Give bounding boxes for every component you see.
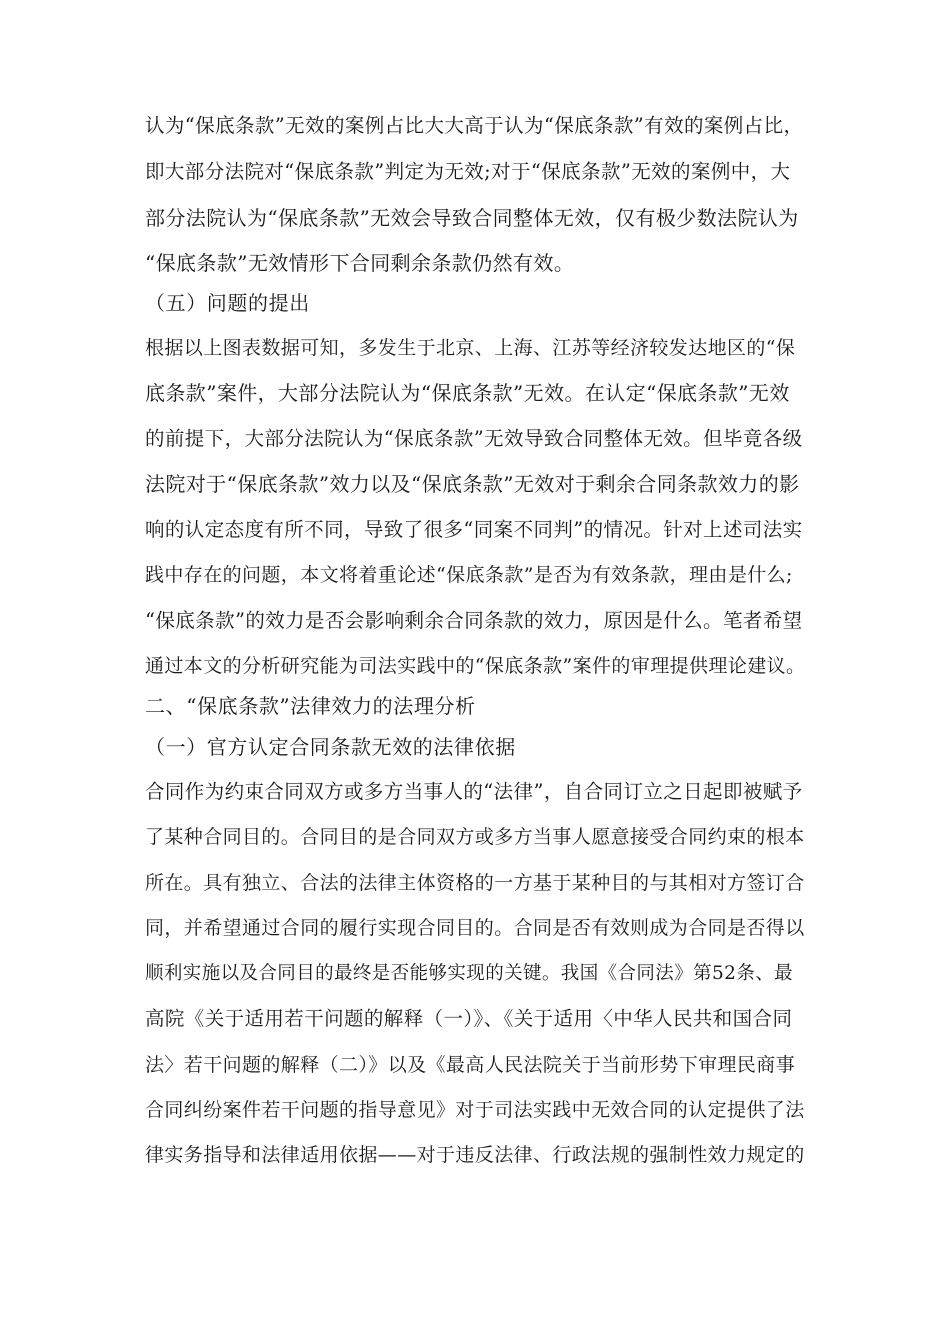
paragraph-line: 的前提下，大部分法院认为“保底条款”无效导致合同整体无效。但毕竟各级 — [145, 427, 803, 450]
paragraph-line: 响的认定态度有所不同，导致了很多“同案不同判”的情况。针对上述司法实 — [145, 518, 803, 541]
paragraph-line: 践中存在的问题，本文将着重论述“保底条款”是否为有效条款，理由是什么; — [145, 564, 793, 586]
section-heading: （五）问题的提出 — [145, 291, 310, 315]
paragraph-line: 通过本文的分析研究能为司法实践中的“保底条款”案件的审理提供理论建议。 — [145, 655, 806, 677]
paragraph-line: 根据以上图表数据可知，多发生于北京、上海、江苏等经济较发达地区的“保 — [145, 337, 796, 359]
paragraph-line: 高院《关于适用若干问题的解释（一）》、《关于适用〈中华人民共和国合同 — [145, 1007, 793, 1030]
paragraph-line: 律实务指导和法律适用依据——对于违反法律、行政法规的强制性效力规定的 — [145, 1144, 805, 1166]
section-heading: （一）官方认定合同条款无效的法律依据 — [145, 735, 516, 759]
paragraph-line: 认为“保底条款”无效的案例占比大大高于认为“保底条款”有效的案例占比， — [145, 114, 804, 137]
paragraph-line: 合同纠纷案件若干问题的指导意见》对于司法实践中无效合同的认定提供了法 — [145, 1099, 805, 1121]
paragraph-line: 部分法院认为“保底条款”无效会导致合同整体无效，仅有极少数法院认为 — [145, 206, 799, 230]
paragraph-line: 同，并希望通过合同的履行实现合同目的。合同是否有效则成为合同是否得以 — [145, 917, 805, 939]
paragraph-line: 顺利实施以及合同目的最终是否能够实现的关键。我国《合同法》第52条、最 — [145, 963, 794, 984]
paragraph-line: 合同作为约束合同双方或多方当事人的“法律”，自合同订立之日起即被赋予 — [145, 780, 803, 803]
paragraph-line: 法〉若干问题的解释（二）》以及《最高人民法院关于当前形势下审理民商事 — [145, 1054, 796, 1076]
paragraph-line: 所在。具有独立、合法的法律主体资格的一方基于某种目的与其相对方签订合 — [145, 872, 805, 894]
paragraph-line: 法院对于“保底条款”效力以及“保底条款”无效对于剩余合同条款效力的影 — [145, 472, 800, 496]
paragraph-line: “保底条款”无效情形下合同剩余条款仍然有效。 — [145, 251, 575, 275]
chapter-heading: 二、“保底条款”法律效力的法理分析 — [145, 694, 476, 718]
paragraph-line: 底条款”案件，大部分法院认为“保底条款”无效。在认定“保底条款”无效 — [145, 381, 790, 405]
paragraph-line: 了某种合同目的。合同目的是合同双方或多方当事人愿意接受合同约束的根本 — [145, 826, 805, 848]
paragraph-line: 即大部分法院对“保底条款”判定为无效;对于“保底条款”无效的案例中，大 — [145, 160, 791, 183]
paragraph-line: “保底条款”的效力是否会影响剩余合同条款的效力，原因是什么。笔者希望 — [145, 609, 803, 632]
